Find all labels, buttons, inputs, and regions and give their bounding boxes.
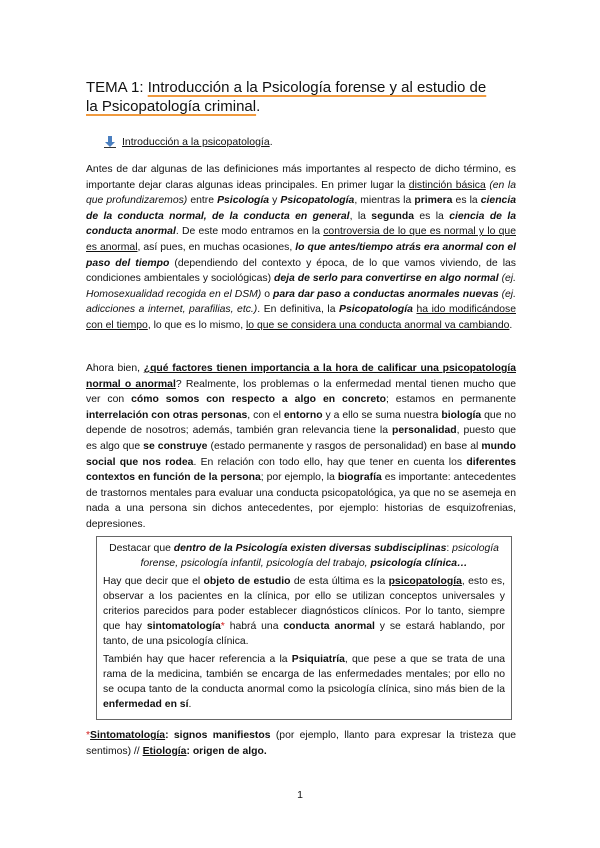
down-arrow-bullet-icon: [104, 136, 116, 148]
footnote-asterisk: *: [220, 621, 225, 632]
section-heading: Introducción a la psicopatología.: [104, 136, 273, 148]
section-heading-label: Introducción a la psicopatología: [122, 136, 270, 148]
paragraph-2: Ahora bien, ¿qué factores tienen importancia a la hora de calificar una psicopatología normal o anormal? Realmente, los problemas o la enfermedad mental tienen mucho que ver con cómo somos con respecto a algo en concreto; estamos en permanente interrelación con otras personas, con el entorno y a ello se suma nuestra biología que no depende de nosotros; además, también gran relevancia tiene la personalidad, puesto que es algo que se construye (estado permanente y rasgos de personalidad) en base al mundo social que nos rodea. En relación con todo ello, hay que tener en cuenta los diferentes contextos en función de la persona; por ejemplo, la biografía es importante: antecedentes de trastornos mentales para evaluar una conducta psicopatológica, ya que no se asemeja en nada a una persona sin dichos antecedentes, por ejemplo: historias de esquizofrenias, depresiones.: [86, 363, 517, 530]
box-paragraph-2: También hay que hacer referencia a la Psiquiatría, que pese a que se trata de una rama de la medicina, también se encarga de las enfermedades mentales; por ello no se ocupa tanto de la conducta anormal como la psicología clínica, sino más bien de la enfermedad en sí.: [103, 654, 505, 710]
title-text-line1: Introducción a la Psicología forense y al estudio de: [147, 79, 487, 96]
page-number: 1: [297, 789, 303, 801]
document-title: TEMA 1: Introducción a la Psicología forense y al estudio de la Psicopatología criminal.: [86, 79, 487, 115]
subdisciplines-box: [96, 536, 512, 720]
title-text-line2: la Psicopatología criminal: [86, 98, 257, 115]
paragraph-1: Antes de dar algunas de las definiciones más importantes al respecto de dicho término, es importante dejar claras algunas ideas principales. En primer lugar la distinción básica (en la que profundizaremos) entre Psicología y Psicopatología, mientras la primera es la ciencia de la conducta normal, de la conducta en general, la segunda es la ciencia de la conducta anormal. De este modo entramos en la controversia de lo que es normal y lo que es anormal, así pues, en muchas ocasiones, lo que antes/tiempo atrás era anormal con el paso del tiempo (dependiendo del contexto y época, de lo que vamos viviendo, de las condiciones ambientales y sociológicas) deja de serlo para convertirse en algo normal (ej. Homosexualidad recogida en el DSM) o para dar paso a conductas anormales nuevas (ej. adicciones a internet, parafilias, etc.). En definitiva, la Psicopatología ha ido modificándose con el tiempo, lo que es lo mismo, lo que se considera una conducta anormal va cambiando.: [86, 164, 516, 331]
title-label: TEMA 1: [86, 79, 140, 96]
box-intro: Destacar que dentro de la Psicología existen diversas subdisciplinas: psicología forense, psicología infantil, psicología del trabajo, psicología clínica…: [109, 543, 499, 569]
box-paragraph-1: Hay que decir que el objeto de estudio de esta última es la psicopatología, esto es, observar a los pacientes en la clínica, por ello se utilizan conceptos universales y criterios parecidos para poder establecer diagnósticos clínicos. Por lo tanto, siempre que hay sintomatología* habrá una conducta anormal y se estará hablando, por tanto, de una psicología clínica.: [103, 576, 505, 647]
footnote: *Sintomatología: signos manifiestos (por ejemplo, llanto para expresar la tristeza que sentimos) // Etiología: origen de algo.: [86, 730, 516, 757]
